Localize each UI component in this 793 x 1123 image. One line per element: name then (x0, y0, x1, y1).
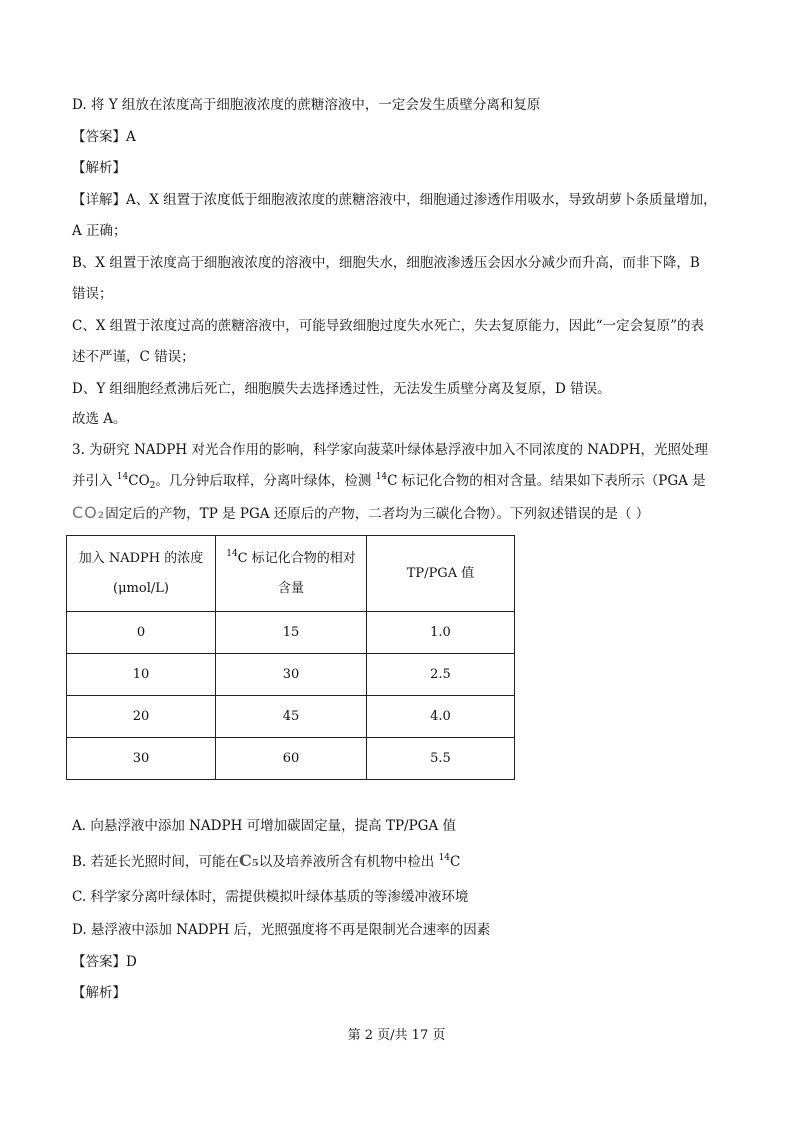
co2-formula-image: CO₂ (72, 503, 106, 522)
q2-detail-line-3: B、X 组置于浓度高于细胞液浓度的溶液中，细胞失水，细胞液渗透压会因水分减少而升高，而非下降，B (72, 255, 700, 271)
table-header-concentration: 加入 NADPH 的浓度 (μmol/L) (67, 536, 216, 612)
table-row (67, 654, 515, 696)
nadph-table (66, 535, 515, 780)
q3-stem-line-3: CO₂固定后的产物，TP 是 PGA 还原后的产物，二者均为三碳化合物）。下列叙述错误的是（ ） (72, 503, 650, 522)
table-cell: 2.5 (367, 654, 515, 696)
table-cell: 1.0 (367, 612, 515, 654)
q2-detail-line-2: A 正确； (72, 223, 127, 239)
q3-stem-line-1: 3. 为研究 NADPH 对光合作用的影响，科学家向菠菜叶绿体悬浮液中加入不同浓度的 NADPH，光照处理 (72, 442, 709, 458)
table-row (67, 612, 515, 654)
q3-option-b: B. 若延长光照时间，可能在C₅以及培养液所含有机物中检出 $^{14}$C (72, 851, 461, 870)
q3-stem-line-2: 并引入 $^{14}CO_2$。几分钟后取样，分离叶绿体，检测 $^{14}$C 标记化合物的相对含量。结果如下表所示（PGA 是 (72, 472, 706, 491)
q2-detail-line-6: 述不严谨，C 错误； (72, 349, 195, 365)
table-header-label-content: $^{14}$C 标记化合物的相对 含量 (216, 536, 367, 612)
q2-detail-line-7: D、Y 组细胞经煮沸后死亡，细胞膜失去选择透过性，无法发生质壁分离及复原，D 错误。 (72, 381, 611, 397)
table-cell: 4.0 (367, 696, 515, 738)
table-cell: 30 (216, 654, 367, 696)
table-cell: 60 (216, 738, 367, 780)
q3-option-a: A. 向悬浮液中添加 NADPH 可增加碳固定量，提高 TP/PGA 值 (72, 818, 456, 834)
table-cell: 15 (216, 612, 367, 654)
table-cell: 30 (67, 738, 216, 780)
q3-analysis-heading: 【解析】 (72, 985, 126, 1001)
c5-formula-image: C₅ (239, 851, 259, 870)
q2-analysis-heading: 【解析】 (72, 160, 126, 176)
table-row (67, 738, 515, 780)
q2-option-d: D. 将 Y 组放在浓度高于细胞液浓度的蔗糖溶液中，一定会发生质壁分离和复原 (72, 97, 541, 113)
q3-option-c: C. 科学家分离叶绿体时，需提供模拟叶绿体基质的等渗缓冲液环境 (72, 889, 469, 905)
q2-detail-line-5: C、X 组置于浓度过高的蔗糖溶液中，可能导致细胞过度失水死亡，失去复原能力，因此“一定会复原”的表 (72, 318, 705, 334)
page-footer: 第 2 页/共 17 页 (347, 1028, 446, 1043)
q2-detail-line-4: 错误； (72, 286, 113, 302)
table-cell: 0 (67, 612, 216, 654)
table-cell: 45 (216, 696, 367, 738)
q2-answer: 【答案】A (72, 129, 136, 145)
table-header-row (67, 536, 515, 612)
table-row (67, 696, 515, 738)
q2-detail-line-1: 【详解】A、X 组置于浓度低于细胞液浓度的蔗糖溶液中，细胞通过渗透作用吸水，导致胡萝卜条质量增加， (72, 192, 717, 208)
table-header-tp-pga: TP/PGA 值 (367, 536, 515, 612)
table-cell: 5.5 (367, 738, 515, 780)
table-cell: 10 (67, 654, 216, 696)
q3-option-d: D. 悬浮液中添加 NADPH 后，光照强度将不再是限制光合速率的因素 (72, 922, 491, 938)
q2-conclusion: 故选 A。 (72, 411, 127, 427)
table-cell: 20 (67, 696, 216, 738)
q3-answer: 【答案】D (72, 954, 137, 970)
